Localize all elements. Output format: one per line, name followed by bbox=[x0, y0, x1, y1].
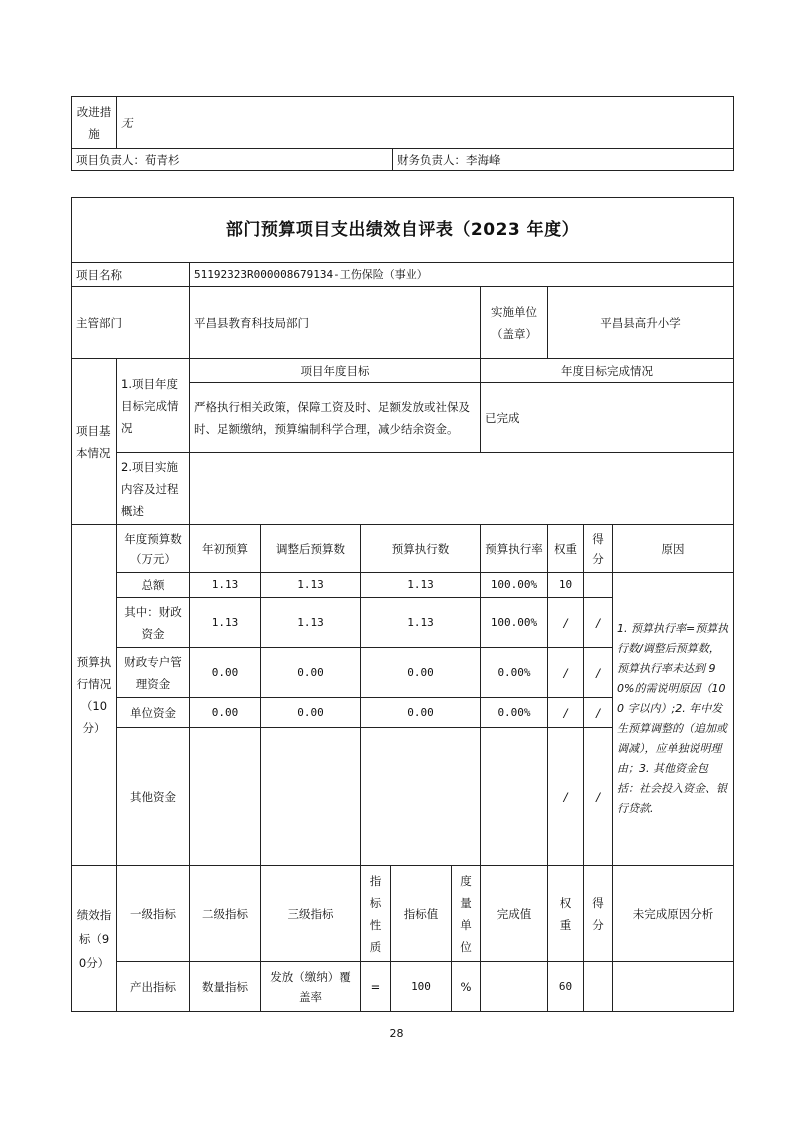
score: / bbox=[584, 648, 613, 698]
dept-label: 主管部门 bbox=[72, 287, 190, 359]
improvement-signoff-table bbox=[71, 96, 734, 171]
level2-indicator: 数量指标 bbox=[190, 962, 261, 1012]
goal-label: 1.项目年度目标完成情况 bbox=[117, 359, 190, 453]
indicator-score bbox=[584, 962, 613, 1012]
weight: 10 bbox=[548, 573, 584, 598]
budget-row bbox=[72, 573, 734, 598]
execution-rate: 100.00% bbox=[481, 598, 548, 648]
adjusted-budget bbox=[261, 728, 361, 866]
executed-budget: 0.00 bbox=[361, 648, 481, 698]
basic-info-label: 项目基本情况 bbox=[72, 359, 117, 525]
performance-section-label: 绩效指标（90分） bbox=[72, 866, 117, 1012]
completion-text: 已完成 bbox=[481, 383, 734, 453]
performance-self-evaluation-form bbox=[71, 197, 734, 1012]
page-number: 28 bbox=[389, 1027, 404, 1040]
perf-header: 权重 bbox=[548, 866, 584, 962]
score: / bbox=[584, 728, 613, 866]
budget-row-label: 财政专户管理资金 bbox=[117, 648, 190, 698]
adjusted-budget: 0.00 bbox=[261, 648, 361, 698]
budget-header: 得分 bbox=[584, 525, 613, 573]
completion-header: 年度目标完成情况 bbox=[481, 359, 734, 383]
budget-header: 原因 bbox=[613, 525, 734, 573]
weight: / bbox=[548, 698, 584, 728]
project-lead: 项目负责人：荀青杉 bbox=[72, 149, 393, 171]
finance-lead: 财务负责人：李海峰 bbox=[393, 149, 734, 171]
perf-header: 未完成原因分析 bbox=[613, 866, 734, 962]
initial-budget: 0.00 bbox=[190, 648, 261, 698]
budget-header-row bbox=[72, 525, 734, 573]
performance-row bbox=[72, 962, 734, 1012]
perf-header: 完成值 bbox=[481, 866, 548, 962]
project-name-value: 51192323R000008679134-工伤保险（事业） bbox=[190, 263, 734, 287]
indicator-weight: 60 bbox=[548, 962, 584, 1012]
indicator-value: 100 bbox=[391, 962, 452, 1012]
impl-unit-label: 实施单位（盖章） bbox=[481, 287, 548, 359]
budget-header: 调整后预算数 bbox=[261, 525, 361, 573]
goal-header: 项目年度目标 bbox=[190, 359, 481, 383]
perf-header: 一级指标 bbox=[117, 866, 190, 962]
executed-budget: 1.13 bbox=[361, 573, 481, 598]
budget-row-label: 其中：财政资金 bbox=[117, 598, 190, 648]
executed-budget bbox=[361, 728, 481, 866]
execution-rate: 100.00% bbox=[481, 573, 548, 598]
content-label: 2.项目实施内容及过程概述 bbox=[117, 453, 190, 525]
incomplete-reason bbox=[613, 962, 734, 1012]
form-title: 部门预算项目支出绩效自评表（2023 年度） bbox=[72, 198, 734, 263]
adjusted-budget: 1.13 bbox=[261, 573, 361, 598]
improvement-label: 改进措施 bbox=[72, 97, 117, 149]
perf-header: 指标性质 bbox=[361, 866, 391, 962]
level1-indicator: 产出指标 bbox=[117, 962, 190, 1012]
budget-row-label: 总额 bbox=[117, 573, 190, 598]
budget-header: 预算执行率 bbox=[481, 525, 548, 573]
weight: / bbox=[548, 598, 584, 648]
adjusted-budget: 0.00 bbox=[261, 698, 361, 728]
executed-budget: 0.00 bbox=[361, 698, 481, 728]
budget-header: 年度预算数（万元） bbox=[117, 525, 190, 573]
weight: / bbox=[548, 648, 584, 698]
execution-rate: 0.00% bbox=[481, 698, 548, 728]
budget-header: 预算执行数 bbox=[361, 525, 481, 573]
improvement-value: 无 bbox=[117, 97, 734, 149]
executed-budget: 1.13 bbox=[361, 598, 481, 648]
budget-header: 年初预算 bbox=[190, 525, 261, 573]
performance-header-row bbox=[72, 866, 734, 962]
score: / bbox=[584, 598, 613, 648]
execution-rate bbox=[481, 728, 548, 866]
content-text bbox=[190, 453, 734, 525]
initial-budget: 0.00 bbox=[190, 698, 261, 728]
actual-value bbox=[481, 962, 548, 1012]
perf-header: 指标值 bbox=[391, 866, 452, 962]
budget-section-label: 预算执行情况（10分） bbox=[72, 525, 117, 866]
initial-budget: 1.13 bbox=[190, 573, 261, 598]
impl-unit-value: 平昌县高升小学 bbox=[548, 287, 734, 359]
weight: / bbox=[548, 728, 584, 866]
perf-header: 三级指标 bbox=[261, 866, 361, 962]
budget-row-label: 单位资金 bbox=[117, 698, 190, 728]
indicator-nature: = bbox=[361, 962, 391, 1012]
score: / bbox=[584, 698, 613, 728]
budget-note: 1. 预算执行率=预算执行数/调整后预算数，预算执行率未达到 90%的需说明原因（100 字以内）;2. 年中发生预算调整的（追加或调减），应单独说明理由；3. 其他资金包括：社会投入资金、银行贷款. bbox=[613, 573, 734, 866]
level3-indicator: 发放（缴纳）覆盖率 bbox=[261, 962, 361, 1012]
execution-rate: 0.00% bbox=[481, 648, 548, 698]
goal-text: 严格执行相关政策，保障工资及时、足额发放或社保及时、足额缴纳，预算编制科学合理，减少结余资金。 bbox=[190, 383, 481, 453]
adjusted-budget: 1.13 bbox=[261, 598, 361, 648]
initial-budget bbox=[190, 728, 261, 866]
budget-row-label: 其他资金 bbox=[117, 728, 190, 866]
budget-header: 权重 bbox=[548, 525, 584, 573]
score bbox=[584, 573, 613, 598]
perf-header: 度量单位 bbox=[452, 866, 481, 962]
perf-header: 二级指标 bbox=[190, 866, 261, 962]
measurement-unit: % bbox=[452, 962, 481, 1012]
initial-budget: 1.13 bbox=[190, 598, 261, 648]
project-name-label: 项目名称 bbox=[72, 263, 190, 287]
perf-header: 得分 bbox=[584, 866, 613, 962]
dept-value: 平昌县教育科技局部门 bbox=[190, 287, 481, 359]
